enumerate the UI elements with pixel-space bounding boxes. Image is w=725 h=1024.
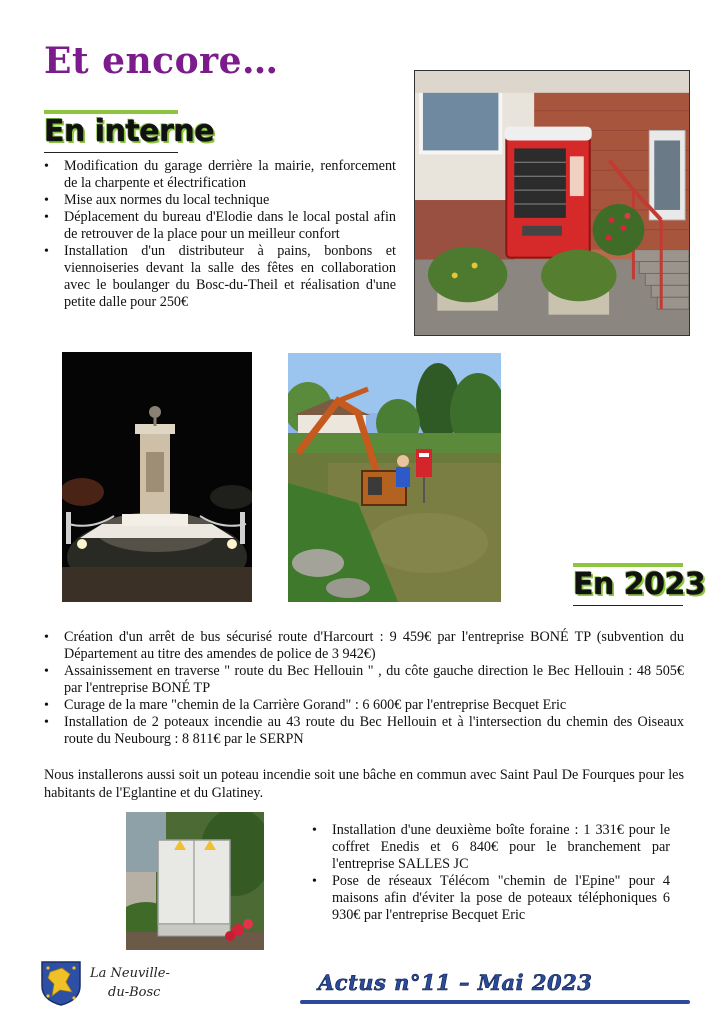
section-heading-internal: En interne bbox=[44, 114, 215, 149]
section-divider-bottom bbox=[573, 605, 683, 606]
body-paragraph: Nous installerons aussi soit un poteau incendie soit une bâche en commun avec Saint Paul De Fourques pour les habitants de l'Eglantine et du Glatiney. bbox=[44, 767, 684, 801]
section-divider-bottom bbox=[44, 152, 178, 153]
list-item: • Assainissement en traverse " route du Bec Hellouin " , du côte gauche direction le Bec Hellouin : 48 505€ par l'entreprise BONÉ TP bbox=[44, 663, 684, 697]
list-item: • Curage de la mare "chemin de la Carrière Gorand" : 6 600€ par l'entreprise Becquet Eric bbox=[44, 697, 684, 714]
town-name bbox=[90, 964, 180, 1002]
town-name-line: du-Bosc bbox=[108, 985, 161, 1000]
photo-pond-excavator bbox=[288, 353, 501, 602]
list-item: • Déplacement du bureau d'Elodie dans le local postal afin de retrouver de la place pour un meilleur confort bbox=[44, 209, 396, 243]
footer-rule bbox=[300, 1000, 690, 1004]
list-item: • Installation de 2 poteaux incendie au 43 route du Bec Hellouin et à l'intersection du chemin des Oiseaux route du Neubourg : 8 811€ par le SERPN bbox=[44, 714, 684, 748]
internal-list bbox=[44, 158, 396, 311]
town-name-line: La Neuville- bbox=[90, 966, 170, 981]
projects-2023-list bbox=[44, 629, 684, 748]
list-item: • Pose de réseaux Télécom "chemin de l'Epine" pour 4 maisons afin d'éviter la pose de poteaux téléphoniques 6 930€ par l'entreprise Becquet Eric bbox=[312, 873, 670, 924]
photo-electric-cabinet bbox=[126, 812, 264, 950]
section-heading-2023: En 2023 bbox=[573, 567, 706, 602]
list-item: • Mise aux normes du local technique bbox=[44, 192, 396, 209]
list-item: • Création d'un arrêt de bus sécurisé route d'Harcourt : 9 459€ par l'entreprise BONÉ TP (subvention du Département au titre des amendes de police de 3 942€) bbox=[44, 629, 684, 663]
projects-more-list bbox=[312, 822, 670, 924]
page-title: Et encore… bbox=[44, 40, 279, 82]
list-item: • Modification du garage derrière la mairie, renforcement de la charpente et électrification bbox=[44, 158, 396, 192]
photo-vending-machine bbox=[414, 70, 690, 336]
photo-monument-night bbox=[62, 352, 252, 602]
issue-label: Actus n°11 – Mai 2023 bbox=[318, 970, 593, 995]
list-item: • Installation d'une deuxième boîte foraine : 1 331€ pour le coffret Enedis et 6 840€ pour le branchement par l'entreprise SALLES JC bbox=[312, 822, 670, 873]
list-item: • Installation d'un distributeur à pains, bonbons et viennoiseries devant la salle des fêtes en collaboration avec le boulanger du Bosc-du-Theil et réalisation d'une petite dalle pour 250€ bbox=[44, 243, 396, 311]
town-crest-icon bbox=[40, 960, 82, 1006]
